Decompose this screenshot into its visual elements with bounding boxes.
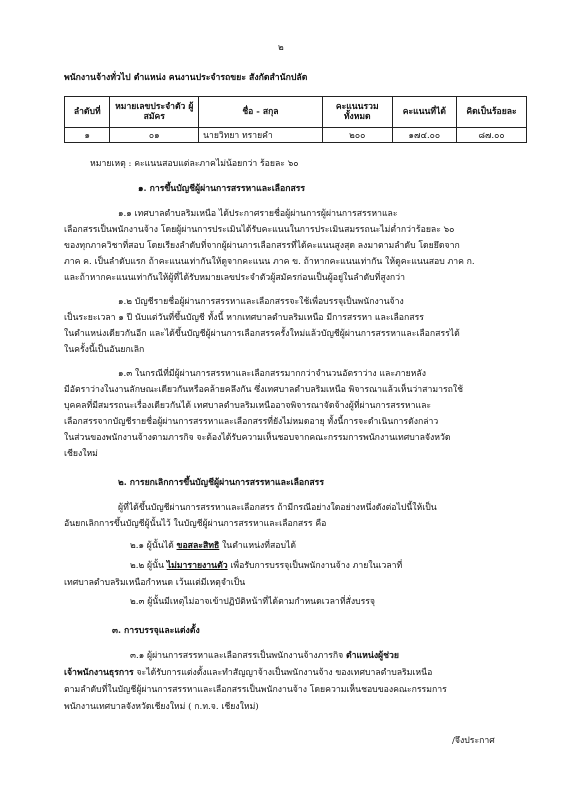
para-1-3-line: ๑.๓ ในกรณีที่มีผู้ผ่านการสรรหาและเลือกสรรมากกว่าจำนวนอัตราว่าง และภายหลัง: [118, 369, 426, 379]
item-2-2-prefix: ๒.๒ ผู้นั้น: [130, 561, 164, 571]
para-3-1-line: [64, 669, 432, 678]
item-2-2-continued: เทศบาลตำบลริมเหนือกำหนด เว้นแต่มีเหตุจำเป็น: [64, 578, 246, 588]
section-3-title: ๓. การบรรจุและแต่งตั้ง: [112, 626, 200, 636]
item-2-2: [130, 562, 402, 571]
item-2-2-suffix: เพื่อรับการบรรจุเป็นพนักงานจ้าง ภายในเวลาที่: [230, 561, 403, 571]
page-number: ๒: [278, 43, 284, 53]
col-total-score-header: คะแนนรวม ทั้งหมด: [322, 97, 392, 128]
para-3-1-line: ตามลำดับที่ในบัญชีผู้ผ่านการสรรหาและเลือกสรรเป็นพนักงานจ้าง โดยความเห็นชอบของคณะกรรมการ: [64, 685, 447, 695]
cell-score: ๑๗๔.๐๐: [392, 128, 456, 143]
para-3-1-text-cont: จะได้รับการแต่งตั้งและทำสัญญาจ้างเป็นพนักงานจ้าง ของเทศบาลตำบลริมเหนือ: [136, 668, 433, 678]
col-name-header: ชื่อ - สกุล: [199, 97, 323, 128]
cell-name: นายวิทยา ทรายคำ: [199, 128, 323, 143]
para-1-1-line: ของทุกภาควิชาที่สอบ โดยเรียงลำดับที่จากผู้ผ่านการเลือกสรรที่ได้คะแนนสูงสุด ลงมาตามลำดับ โดยยึดจาก: [64, 241, 460, 251]
para-1-3-line: เลือกสรรจากบัญชีรายชื่อผู้ผ่านการสรรหาและเลือกสรรที่ยังไม่หมดอายุ ทั้งนี้การจะดำเนินการดังกล่าว: [64, 417, 439, 427]
para-3-1-position-cont: เจ้าพนักงานธุรการ: [64, 668, 134, 678]
col-score-header: คะแนนที่ได้: [392, 97, 456, 128]
para-3-1-line: [130, 652, 399, 661]
cell-total-score: ๒๐๐: [322, 128, 392, 143]
section-2-title: ๒. การยกเลิกการขึ้นบัญชีผู้ผ่านการสรรหาและเลือกสรร: [118, 478, 325, 488]
para-1-2-line: ในตำแหน่งเดียวกันอีก และได้ขึ้นบัญชีผู้ผ่านการเลือกสรรครั้งใหม่แล้วบัญชีผู้ผ่านการสรรหาและเลือกสรรได้: [64, 329, 460, 339]
cell-applicant-id: ๐๑: [110, 128, 199, 143]
para-1-2-line: ในครั้งนี้เป็นอันยกเลิก: [64, 345, 145, 355]
para-1-3-line: บุคคลที่มีสมรรถนะเรื่องเดียวกันได้ เทศบาลตำบลริมเหนืออาจพิจารณาจัดจ้างผู้ที่ผ่านการสรรหาและ: [64, 401, 432, 411]
item-2-1-prefix: ๒.๑ ผู้นั้นได้: [130, 541, 174, 551]
para-1-1-line: ๑.๑ เทศบาลตำบลริมเหนือ ได้ประกาศรายชื่อผู้ผ่านการผู้ผ่านการสรรหาและ: [118, 209, 398, 219]
table-row: [65, 128, 527, 143]
position-heading: พนักงานจ้างทั่วไป ตำแหน่ง คนงานประจำรถขยะ สังกัดสำนักปลัด: [64, 73, 308, 83]
col-order-header: ลำดับที่: [65, 97, 110, 128]
para-3-1-line: พนักงานเทศบาลจังหวัดเชียงใหม่ ( ก.ท.จ. เชียงใหม่): [64, 702, 259, 712]
item-2-1-emphasis: ขอสละสิทธิ: [176, 541, 220, 551]
section-2-intro-line: อันยกเลิกการขึ้นบัญชีผู้นั้นไว้ ในบัญชีผู้ผ่านการสรรหาและเลือกสรร คือ: [64, 519, 327, 529]
col-applicant-id-header: หมายเลขประจำตัว ผู้สมัคร: [110, 97, 199, 128]
table-note: หมายเหตุ : คะแนนสอบแต่ละภาคไม่น้อยกว่า ร้อยละ ๖๐: [90, 159, 299, 169]
para-3-1-position: ตำแหน่งผู้ช่วย: [346, 651, 400, 661]
para-1-1-line: เลือกสรรเป็นพนักงานจ้าง โดยผู้ผ่านการประเมินได้รับคะแนนในการประเมินสมรรถนะไม่ต่ำกว่าร้อยละ ๖๐: [64, 225, 455, 235]
para-1-1-line: ภาค ค. เป็นลำดับแรก ถ้าคะแนนเท่ากันให้ดูจากคะแนน ภาค ข. ถ้าหากคะแนนเท่ากัน ให้ดูคะแนนสอบ ภาค ก.: [64, 257, 475, 267]
table-header-row: [65, 97, 527, 128]
para-1-2-line: ๑.๒ บัญชีรายชื่อผู้ผ่านการสรรหาและเลือกสรรจะใช้เพื่อบรรจุเป็นพนักงานจ้าง: [118, 297, 404, 307]
item-2-2-emphasis: ไม่มารายงานตัว: [166, 561, 228, 571]
para-1-3-line: มีอัตราว่างในงานลักษณะเดียวกันหรือคล้ายคลึงกัน ซึ่งเทศบาลตำบลริมเหนือ พิจารณาแล้วเห็นว่าสามารถใช้: [64, 385, 464, 395]
section-2-intro-line: ผู้ที่ได้ขึ้นบัญชีผ่านการสรรหาและเลือกสรร ถ้ามีกรณีอย่างใดอย่างหนึ่งดังต่อไปนี้ให้เป็น: [118, 503, 437, 513]
cell-percent: ๘๗.๐๐: [456, 128, 526, 143]
para-3-1-text: ๓.๑ ผู้ผ่านการสรรหาและเลือกสรรเป็นพนักงานจ้างภารกิจ: [130, 651, 344, 661]
item-2-3: ๒.๓ ผู้นั้นมีเหตุไม่อาจเข้าปฏิบัติหน้าที่ได้ตามกำหนดเวลาที่สั่งบรรจุ: [130, 597, 376, 607]
para-1-2-line: เป็นระยะเวลา ๑ ปี นับแต่วันที่ขึ้นบัญชี ทั้งนี้ หากเทศบาลตำบลริมเหนือ มีการสรรหา และเลือกสรร: [64, 313, 424, 323]
item-2-1: [130, 542, 296, 551]
continued-marker: /จึงประกาศ: [452, 736, 495, 746]
section-1-title: ๑. การขึ้นบัญชีผู้ผ่านการสรรหาและเลือกสรร: [138, 184, 306, 194]
para-1-3-line: ในส่วนของพนักงานจ้างตามภารกิจ จะต้องได้รับความเห็นชอบจากคณะกรรมการพนักงานเทศบาลจังหวัด: [64, 433, 451, 443]
para-1-1-line: และถ้าหากคะแนนเท่ากันให้ผู้ที่ได้รับหมายเลขประจำตัวผู้สมัครก่อนเป็นผู้อยู่ในลำดับที่สูงกว่า: [64, 273, 405, 283]
para-1-3-line: เชียงใหม่: [64, 449, 98, 459]
item-2-1-suffix: ในตำแหน่งที่สอบได้: [222, 541, 297, 551]
results-table: [64, 96, 527, 143]
col-percent-header: คิดเป็นร้อยละ: [456, 97, 526, 128]
cell-order: ๑: [65, 128, 110, 143]
